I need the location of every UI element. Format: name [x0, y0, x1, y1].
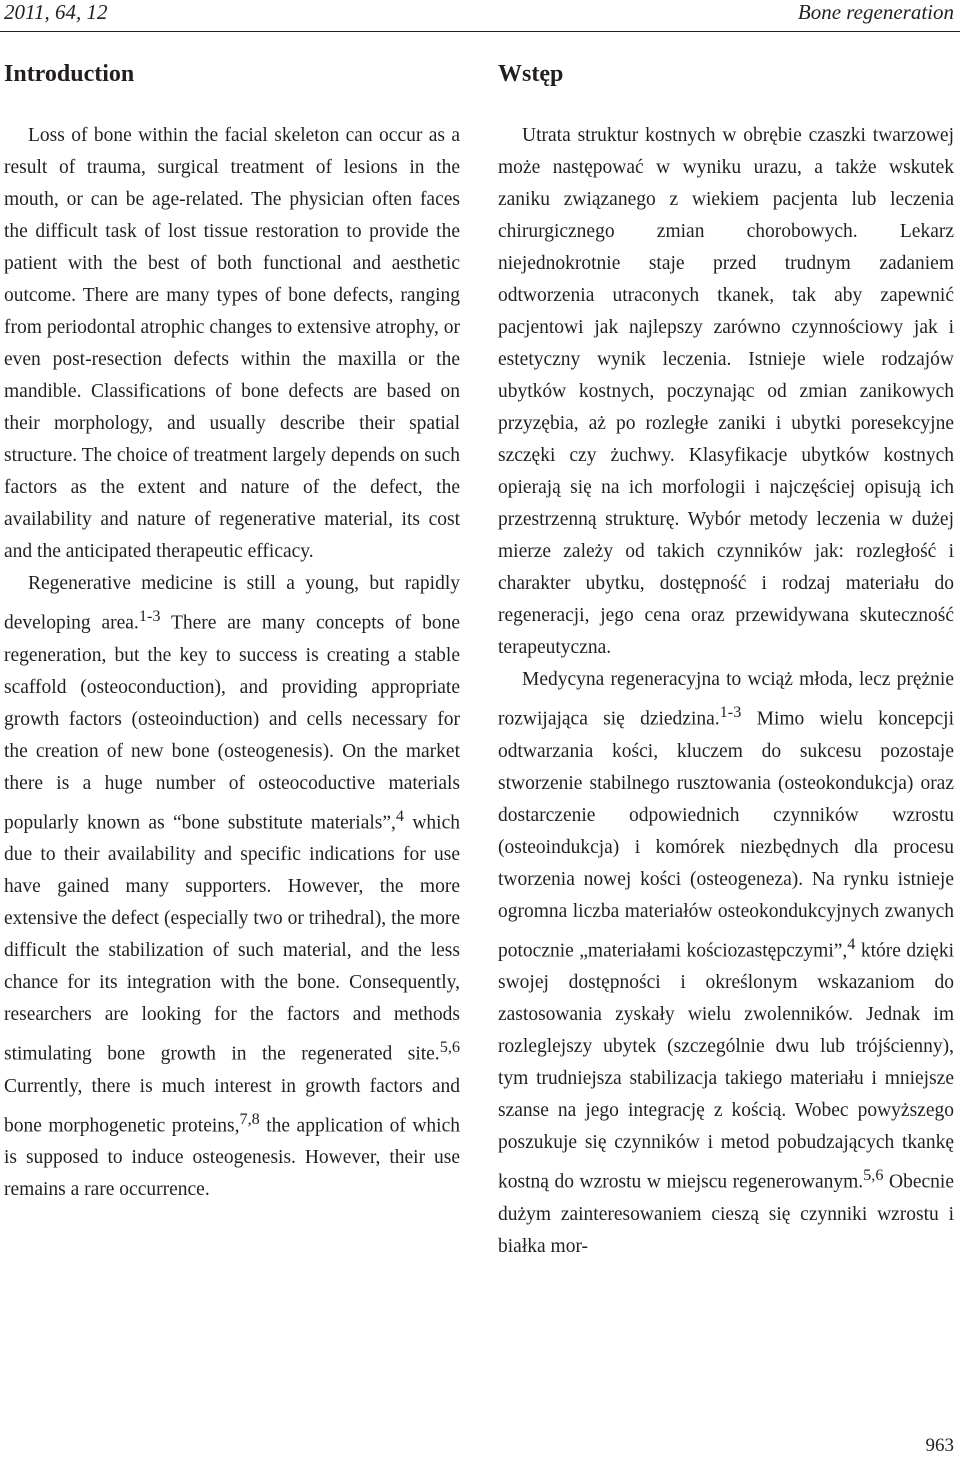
paragraph-2-english [4, 568, 460, 1206]
polish-column [498, 58, 954, 1263]
citation-superscript: 5,6 [439, 1038, 460, 1056]
text-segment: które dzięki swojej dostępności i określonym wskazaniom do zastosowania zyskały wielu zwolenników. Jednak im rozleglejszy ubytek (szczególnie dwu lub trójścienny), tym trudniejsza stabilizacja takiego materiału i mniejsze szanse na jego integrację z kością. Wobec powyższego poszukuje się czynników i metod pobudzających tkankę kostną do wzrostu w miejscu regenerowanym. [498, 940, 955, 1193]
text-segment: Medycyna regeneracyjna to wciąż młoda, lecz prężnie rozwijająca się dziedzina. [498, 669, 954, 730]
text-segment: the application of which is supposed to induce osteogenesis. However, their use remains a rare occurrence. [4, 1115, 460, 1200]
citation-superscript: 1-3 [138, 607, 161, 625]
text-segment: which due to their availability and specific indications for use have gained many supporters. However, the more extensive the defect (especially two or trihedral), the more difficult the stabilization of such material, and the less chance for its integration with the bone. Consequently, researchers are looking for the factors and methods stimulating bone growth in the regenerated site. [4, 812, 461, 1065]
citation-superscript: 4 [395, 806, 405, 825]
header-rule [0, 31, 960, 32]
text-segment: Obecnie dużym zainteresowaniem cieszą się czynniki wzrostu i białka mor- [498, 1171, 954, 1257]
journal-issue: 2011, 64, 12 [4, 0, 108, 24]
text-segment: There are many concepts of bone regeneration, but the key to success is creating a stable scaffold (osteoconduction), and providing appropriate growth factors (osteoinduction) and cells necessary for the creation of new bone (osteogenesis). On the market there is a huge number of osteocoductive materials popularly known as “bone substitute materials”, [4, 612, 461, 833]
text-segment: Mimo wielu koncepcji odtwarzania kości, kluczem do sukcesu pozostaje stworzenie stabilnego rusztowania (osteokondukcja) oraz dostarczenie odpowiednich czynników wzrostu (osteoindukcja) i komórek niezbędnych dla procesu tworzenia nowej kości (osteogeneza). Na rynku istnieje ogromna liczba materiałów osteokondukcyjnych zwanych potocznie „materiałami kościozastępczymi”, [498, 708, 954, 961]
citation-superscript: 1-3 [719, 703, 742, 721]
citation-superscript: 5,6 [863, 1166, 884, 1184]
citation-superscript: 4 [847, 934, 856, 953]
text-segment: Currently, there is much interest in growth factors and bone morphogenetic proteins, [4, 1075, 460, 1136]
running-title: Bone regeneration [797, 0, 954, 24]
citation-superscript: 7,8 [239, 1109, 260, 1128]
section-heading-polish: Wstęp [498, 61, 564, 87]
page-number: 963 [925, 1435, 954, 1456]
paragraph-1-polish: Utrata struktur kostnych w obrębie czaszki twarzowej może następować w wyniku urazu, a także wskutek zaniku związanego z wiekiem pacjenta lub leczenia chirurgicznego zmian chorobowych. Lekarz niejednokrotnie staje przed trudnym zadaniem odtworzenia utraconych tkanek, tak aby zapewnić pacjentowi jak najlepszy zarówno czynnościowy jak i estetyczny wynik leczenia. Istnieje wiele rodzajów ubytków kostnych, poczynając od zmian zanikowych przyzębia, aż po rozległe zaniki i ubytki poresekcyjne szczęki czy żuchwy. Klasyfikacje ubytków kostnych opierają się na ich morfologii i najczęściej opisują ich przestrzenną strukturę. Wybór metody leczenia w dużej mierze zależy od takich czynników jak: rozległość i charakter ubytku, dostępność i rodzaj materiału do regeneracji, jego cena oraz przewidywana skuteczność terapeutyczna. [498, 125, 954, 658]
section-heading-english: Introduction [4, 61, 135, 87]
running-header [0, 0, 960, 30]
text-segment: Regenerative medicine is still a young, but rapidly developing area. [4, 573, 460, 634]
paragraph-1-english: Loss of bone within the facial skeleton can occur as a result of trauma, surgical treatment of lesions in the mouth, or can be age-related. The physician often faces the difficult task of lost tissue restoration to provide the patient with the best of both functional and aesthetic outcome. There are many types of bone defects, ranging from periodontal atrophic changes to extensive atrophy, or even post-resection defects within the maxilla or the mandible. Classifications of bone defects are based on their morphology, and usually describe their spatial structure. The choice of treatment largely depends on such factors as the extent and nature of the defect, the availability and nature of regenerative material, its cost and the anticipated therapeutic efficacy. [4, 125, 460, 562]
english-column [4, 58, 460, 1206]
paragraph-2-polish [498, 664, 954, 1263]
